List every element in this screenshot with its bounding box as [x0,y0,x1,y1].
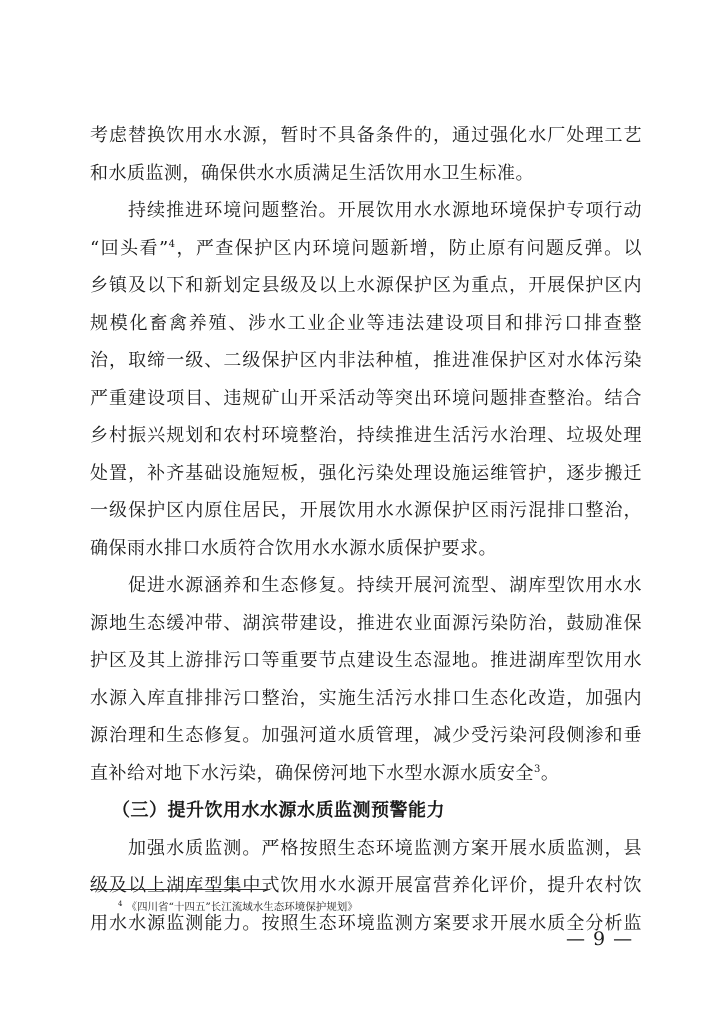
text-line: 处置，补齐基础设施短板，强化污染处理设施运维管护，逐步搬迁 [90,462,642,484]
text-line: 持续推进环境问题整治。开展饮用水水源地环境保护专项行动 [128,200,642,221]
text-line [90,755,642,793]
page-number: — 9 — [566,928,634,950]
text-line: 乡村振兴规划和农村环境整治，持续推进生活污水治理、垃圾处理 [90,425,642,446]
footnote-text: 《四川省“十四五”长江流域水生态环境保护规划》 [126,901,358,913]
footnote-ref: 3 [534,763,541,775]
text-line: 和水质监测，确保供水水质满足生活饮用水卫生标准。 [90,162,534,184]
text-line: 严重建设项目、违规矿山开采活动等突出环境问题排查整治。结合 [90,387,642,409]
footnote-mark: 4 [118,900,123,908]
text-line: 源地生态缓冲带、湖滨带建设，推进农业面源污染防治，鼓励准保 [90,612,642,634]
text-line: 确保雨水排口水质符合饮用水水源水质保护要求。 [90,537,497,559]
footnote-ref: 4 [168,238,176,250]
footnote [118,900,358,914]
text-line: 水源入库直排排污口整治，实施生活污水排口生态化改造，加强内 [90,687,642,709]
section-heading: （三）提升饮用水水源水质监测预警能力 [112,800,445,821]
text-line [90,230,642,268]
text-line: 促进水源涵养和生态修复。持续开展河流型、湖库型饮用水水 [128,575,642,596]
text-line: 级及以上湖库型集中式饮用水水源开展富营养化评价，提升农村饮 [90,875,642,896]
text-line: 治，取缔一级、二级保护区内非法种植，推进准保护区对水体污染 [90,350,642,371]
text-line: 用水水源监测能力。按照生态环境监测方案要求开展水质全分析监 [90,912,642,934]
footnote-divider [90,889,270,890]
text-line: 规模化畜禽养殖、涉水工业企业等违法建设项目和排污口排查整 [90,312,642,334]
text-run: 直补给对地下水污染，确保傍河地下水型水源水质安全 [90,762,534,784]
body-text [90,117,642,942]
text-line: 考虑替换饮用水水源，暂时不具备条件的，通过强化水厂处理工艺 [90,125,642,146]
quoted-term: “回头看” [90,237,169,259]
text-line: 乡镇及以下和新划定县级及以上水源保护区为重点，开展保护区内 [90,275,642,296]
text-run: 。 [540,762,560,784]
text-line: 护区及其上游排污口等重要节点建设生态湿地。推进湖库型饮用水 [90,650,642,671]
text-line: 一级保护区内原住居民，开展饮用水水源保护区雨污混排口整治， [90,500,642,521]
text-run: ，严查保护区内环境问题新增，防止原有问题反弹。以 [175,237,643,259]
text-line: 加强水质监测。严格按照生态环境监测方案开展水质监测，县 [128,837,642,859]
text-line: 源治理和生态修复。加强河道水质管理，减少受污染河段侧渗和垂 [90,725,642,746]
